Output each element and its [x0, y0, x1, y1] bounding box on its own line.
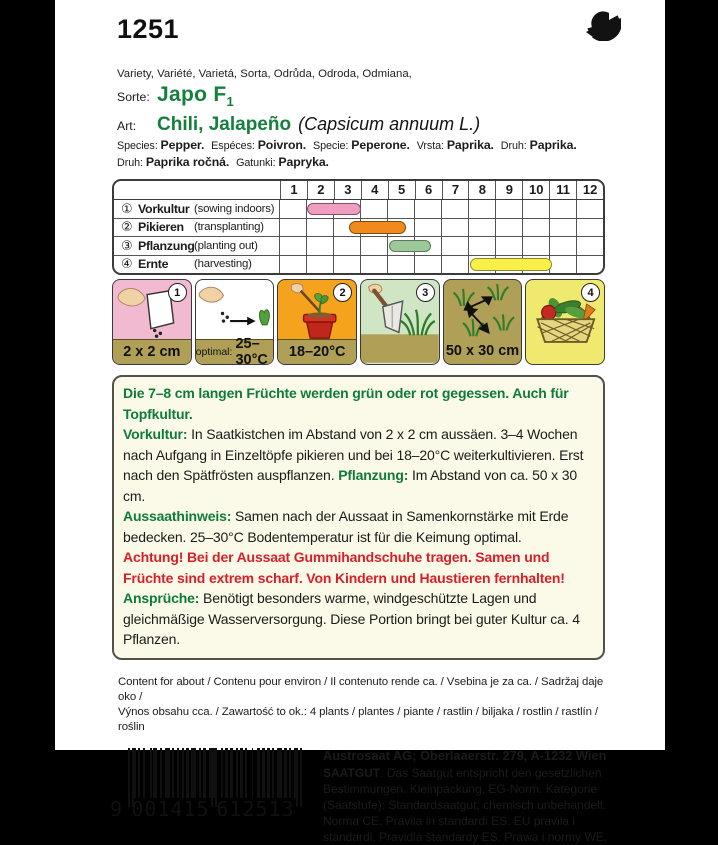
barcode-bars [128, 748, 300, 798]
pictogram-spacing [443, 279, 523, 365]
month-cell: 1 [281, 181, 308, 199]
step-badge: 4 [581, 283, 600, 302]
calendar-row-ernte: ④ Ernte (harvesting) [114, 256, 603, 274]
pictogram-strip [112, 279, 605, 365]
pictogram-harvest [525, 279, 605, 365]
species-translations-line1: Species: Pepper. Espéces: Poivron. Specie: Peperone. Vrsta: Paprika. Druh: Paprika. [117, 138, 577, 153]
pictogram-caption: 50 x 30 cm [445, 343, 520, 360]
green-dot-recycling-icon [585, 5, 621, 41]
title-block [117, 68, 607, 171]
art-label: Art: [117, 119, 137, 134]
month-cell: 3 [335, 181, 362, 199]
pictogram-germination [195, 279, 275, 365]
month-cell: 6 [416, 181, 443, 199]
step-badge: 1 [168, 283, 187, 302]
ansprueche-paragraph: Ansprüche: Benötigt besonders warme, windgeschützte Lagen und gleichmäßige Wasserversorgung. Diese Portion bringt bei guter Kultur ca. 4 Pflanzen. [123, 590, 580, 648]
pictogram-caption: optimal: 25–30°C [196, 339, 274, 364]
month-cell: 12 [582, 182, 598, 198]
month-cell: 2 [308, 181, 335, 199]
pflanzung-period-bar [389, 240, 431, 253]
headline: Die 7–8 cm langen Früchte werden grün oder rot gegessen. Auch für Topfkultur. [123, 385, 569, 422]
month-cell: 8 [469, 181, 496, 199]
publisher-info [323, 748, 619, 845]
month-cell: 4 [362, 181, 389, 199]
step-badge: 2 [333, 283, 352, 302]
variety-languages-line: Variety, Variété, Varietá, Sorta, Odrůda, Odroda, Odmiana, [117, 68, 412, 80]
calendar-row-pflanzung: ③ Pflanzung (planting out) [114, 237, 603, 256]
calendar-month-header [281, 181, 603, 199]
month-cell: 10 [523, 181, 550, 199]
sorte-label: Sorte: [117, 90, 150, 104]
pictogram-caption: 2 x 2 cm [113, 339, 191, 364]
pikieren-period-bar [349, 221, 407, 234]
f1-subscript: 1 [226, 94, 235, 110]
species-common-name: Chili, Jalapeño [157, 114, 292, 136]
month-cell: 7 [443, 181, 470, 199]
pictogram-planting-out [360, 279, 440, 365]
month-cell: 5 [389, 181, 416, 199]
pictogram-caption: 18–20°C [278, 339, 356, 364]
packet-header [55, 0, 665, 54]
pictogram-transplanting [277, 279, 357, 365]
row-number-icon: ② [121, 219, 133, 235]
step-badge: 3 [416, 283, 435, 302]
calendar-row-vorkultur: ① Vorkultur (sowing indoors) [114, 200, 603, 219]
row-number-icon: ③ [121, 237, 133, 253]
row-number-icon: ④ [121, 256, 133, 272]
bottom-row [110, 748, 665, 845]
vorkultur-paragraph: Vorkultur: In Saatkistchen im Abstand von 2 x 2 cm aussäen. 3–4 Wochen nach Aufgang in Einzeltöpfe pikieren und bei 18–20°C weiterkultivieren. Erst nach den Spätfrösten auspflanzen. Pflanzung: Im Abstand von ca. 50 x 30 cm. [123, 426, 584, 504]
month-cell: 11 [550, 181, 577, 199]
vorkultur-period-bar [307, 203, 361, 216]
warning-text: Achtung! Bei der Aussaat Gummihandschuhe tragen. Samen und Früchte sind extrem scharf. Von Kindern und Haustieren fernhalten! [123, 549, 565, 586]
row-number-icon: ① [121, 200, 133, 216]
pictogram-sowing [112, 279, 192, 365]
ean-barcode [110, 748, 315, 822]
publisher-address: Austrosaat AG; Oberlaaerstr. 279, A-1232 Wien [323, 747, 607, 763]
calendar-header-row [114, 181, 603, 200]
growing-instructions-box [112, 375, 605, 660]
species-row [117, 113, 607, 138]
calendar-header-spacer [114, 181, 281, 199]
calendar-row-pikieren: ② Pikieren (transplanting) [114, 219, 603, 238]
month-cell: 9 [496, 181, 523, 199]
cultivar-row [117, 83, 607, 113]
species-translations-line2: Druh: Paprika ročná. Gatunki: Papryka. [117, 154, 329, 169]
aussaathinweis-paragraph: Aussaathinweis: Samen nach der Aussaat in Samenkornstärke mit Erde bedecken. 25–30°C Bodentemperatur ist für die Keimung optimal. [123, 508, 569, 545]
botanical-name: (Capsicum annuum L.) [298, 114, 481, 135]
barcode-digits: 9 001415 612513 [110, 796, 295, 821]
article-number: 1251 [117, 14, 180, 44]
legal-text: SAATGUT. Das Saatgut entspricht den gesetzlichen Bestimmungen. Kleinpackung, EG-Norm. Kategorie (Saatstufe): Standardsaatgut; chemisch unbehandelt. Norma CE. Pravila in standardi ES. EU pravila i standardi. Pravidlá štandardy ES. Prawa i normy WE. [323, 766, 608, 844]
cultivar-name: Japo $F_1$ [157, 83, 235, 110]
seed-packet-back [55, 0, 665, 844]
content-quantity-note: Content for about / Contenu pour environ / Il contenuto rende ca. / Vsebina je za ca. / Sadržaj daje oko / Výnos obsahu cca. / Zawartość to ok.: 4 plants / plantes / piante / rastlin / biljaka / rostlin / rastlín / roślin [118, 675, 604, 733]
sowing-calendar-table [112, 179, 605, 275]
ernte-period-bar [470, 258, 552, 271]
